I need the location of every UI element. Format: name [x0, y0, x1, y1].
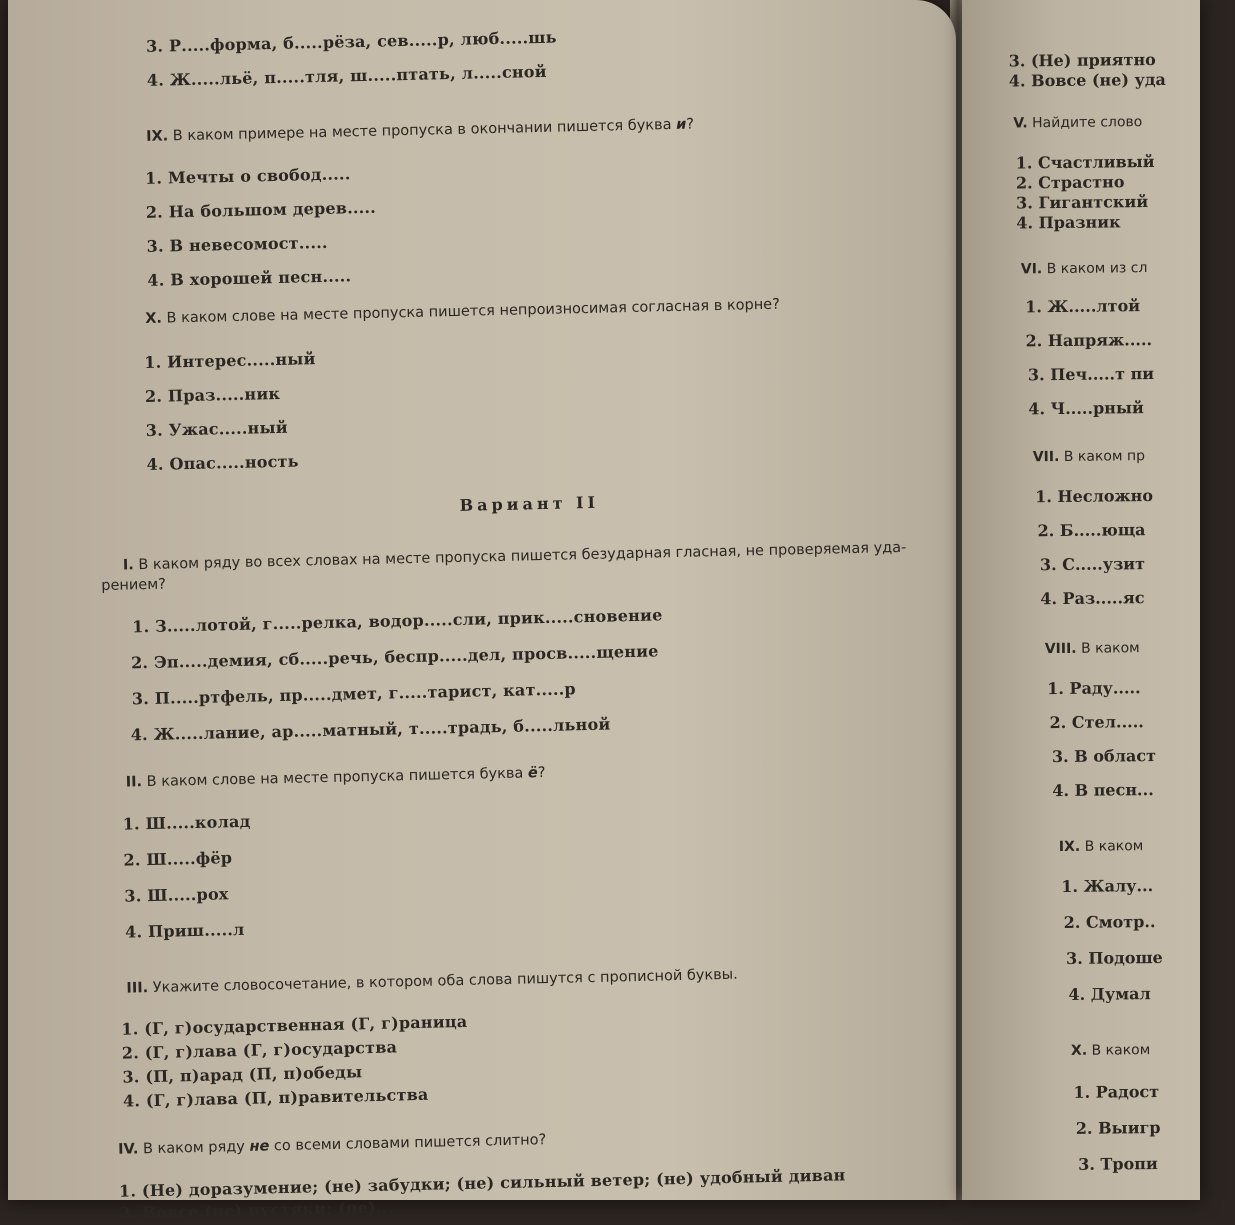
v2-question-1-option-1: 1. З.....лотой, г.....релка, водор.....сли, прик.....сновение: [132, 605, 663, 637]
question-10-option-1: 1. Интерес.....ный: [144, 349, 316, 372]
variant-title: Вариант II: [459, 492, 600, 515]
right-question-header: [1045, 640, 1140, 657]
v2-question-1-text-cont: рением?: [101, 576, 167, 595]
v2-question-2-option-1: 1. Ш.....колад: [122, 811, 251, 834]
right-option-line: 2. Смотр..: [1063, 912, 1156, 932]
left-page-content: [8, 0, 983, 1223]
right-option-line: 1. Счастливый: [1015, 151, 1155, 173]
v2-question-1-option-3: 3. П.....ртфель, пр.....дмет, г.....тарист, кат.....р: [131, 679, 577, 709]
right-option-line: 3. (Не) приятно: [1008, 49, 1156, 71]
right-question-header: [1013, 114, 1142, 131]
v2-question-4-option-1: 1. (Не) доразумение; (не) забудки; (не) сильный ветер; (не) удобный диван: [118, 1165, 846, 1201]
v2-question-2-letter: ё: [527, 765, 538, 782]
right-option-line: 4. В песн...: [1052, 780, 1154, 801]
question-10-option-3: 3. Ужас.....ный: [145, 417, 288, 440]
right-option-line: 1. Несложно: [1035, 486, 1154, 507]
v2-question-4-text: В каком ряду: [142, 1138, 250, 1158]
v2-question-3-option-4: 4. (Г, г)лава (П, п)равительства: [122, 1084, 429, 1111]
right-question-header: [1021, 260, 1148, 277]
v2-question-1: [123, 540, 907, 574]
right-option-line: 3. Печ.....т пи: [1027, 364, 1155, 385]
right-question-number: VIII.: [1044, 640, 1077, 658]
question-10-text: В каком слове на месте пропуска пишется непроизносимая согласная в корне?: [166, 296, 781, 327]
v2-question-1-text: В каком ряду во всех словах на месте пропуска пишется безударная гласная, не проверяемая уда-: [138, 539, 907, 574]
v2-question-2-number: II.: [125, 774, 143, 791]
v2-question-3-option-1: 1. (Г, г)осударственная (Г, г)раница: [121, 1011, 468, 1039]
prev-option-4: 4. Ж.....льё, п.....тля, ш.....птать, л.....сной: [146, 61, 547, 90]
question-9-option-2: 2. На большом дерев.....: [145, 197, 377, 222]
question-10-option-2: 2. Праз.....ник: [144, 383, 281, 406]
right-option-line: 2. Стел.....: [1049, 712, 1144, 733]
v2-question-4-emph: не: [249, 1138, 270, 1155]
v2-question-2: [126, 765, 546, 791]
right-question-number: X.: [1070, 1042, 1088, 1059]
right-page: [962, 0, 1200, 1200]
right-option-line: 2. Страстно: [1015, 172, 1125, 193]
v2-question-2-option-2: 2. Ш.....фёр: [123, 848, 233, 870]
v2-question-1-number: I.: [122, 557, 134, 574]
right-option-line: 3. Гигантский: [1016, 192, 1149, 213]
question-9-end: ?: [686, 116, 695, 133]
v2-question-1-option-4: 4. Ж.....лание, ар.....матный, т.....традь, б.....льной: [130, 714, 611, 745]
right-question-text: В каком: [1080, 640, 1140, 657]
right-option-line: 2. Выигр: [1075, 1117, 1161, 1138]
right-option-line: 4. Думал: [1068, 984, 1151, 1004]
prev-option-3: 3. Р.....форма, б.....рёза, сев.....р, люб.....шь: [145, 27, 557, 56]
right-question-header: [1059, 838, 1144, 855]
v2-question-2-end: ?: [537, 765, 546, 782]
right-question-number: V.: [1013, 115, 1028, 132]
question-9-option-3: 3. В невесомост.....: [146, 232, 328, 256]
v2-question-3-text: Укажите словосочетание, в котором оба слова пишутся с прописной буквы.: [152, 966, 738, 996]
v2-question-1-option-2: 2. Эп.....демия, сб.....речь, беспр.....дел, просв.....щение: [130, 641, 659, 673]
v2-question-4-text-end: со всеми словами пишется слитно?: [269, 1132, 547, 1155]
right-option-line: 4. Празник: [1016, 212, 1121, 233]
right-option-line: 1. Ж.....лтой: [1025, 296, 1141, 317]
right-question-text: В каком: [1084, 838, 1144, 855]
right-question-text: В каком пр: [1063, 448, 1146, 465]
right-option-line: 1. Жалу...: [1061, 876, 1154, 897]
right-question-text: В каком из сл: [1046, 260, 1148, 278]
right-question-number: IX.: [1058, 838, 1081, 856]
right-question-number: VI.: [1020, 261, 1043, 278]
right-question-text: В каком: [1091, 1042, 1151, 1059]
right-option-line: 1. Раду.....: [1047, 678, 1141, 699]
question-9-letter: и: [675, 116, 687, 133]
right-option-line: 4. Раз.....яс: [1040, 588, 1145, 609]
v2-question-4-option-2: 2. Вовсе (не) пустяки; (не)...: [119, 1197, 394, 1223]
right-question-number: VII.: [1032, 449, 1060, 466]
right-question-header: [1033, 448, 1145, 465]
question-10: [145, 297, 780, 327]
v2-question-2-text: В каком слове на месте пропуска пишется буква: [146, 765, 529, 791]
right-option-line: 2. Напряж.....: [1025, 330, 1153, 351]
v2-question-3: [126, 967, 738, 997]
question-10-option-4: 4. Опас.....ность: [146, 451, 299, 474]
right-option-line: 3. С.....узит: [1039, 554, 1146, 575]
right-option-line: 3. Тропи: [1078, 1154, 1158, 1174]
right-option-line: 2. Б.....юща: [1037, 520, 1146, 541]
right-option-line: 3. Подоше: [1065, 947, 1163, 968]
question-9-option-4: 4. В хорошей песн.....: [147, 266, 352, 290]
question-9: [146, 116, 694, 144]
right-option-line: 4. Ч.....рный: [1028, 398, 1144, 419]
left-page: [8, 0, 956, 1223]
v2-question-3-number: III.: [126, 980, 149, 997]
question-9-option-1: 1. Мечты о свобод.....: [144, 164, 351, 188]
right-option-line: 3. В област: [1051, 746, 1157, 767]
right-option-line: 4. Вовсе (не) уда: [1008, 69, 1166, 91]
question-9-number: IX.: [145, 128, 169, 145]
right-page-content: [962, 0, 1235, 1200]
question-9-text: В каком примере на месте пропуска в окончании пишется буква: [172, 116, 677, 145]
question-10-number: X.: [145, 310, 163, 327]
right-option-line: 1. Радост: [1073, 1081, 1160, 1102]
v2-question-2-option-3: 3. Ш.....рох: [124, 884, 229, 906]
v2-question-2-option-4: 4. Приш.....л: [124, 919, 245, 942]
v2-question-3-option-3: 3. (П, п)арад (П, п)обеды: [122, 1062, 363, 1087]
right-question-header: [1071, 1042, 1150, 1059]
right-question-text: Найдите слово: [1032, 114, 1143, 132]
v2-question-4: [118, 1132, 547, 1158]
v2-question-4-number: IV.: [117, 1141, 139, 1158]
v2-question-3-option-2: 2. (Г, г)лава (Г, г)осударства: [121, 1037, 398, 1063]
